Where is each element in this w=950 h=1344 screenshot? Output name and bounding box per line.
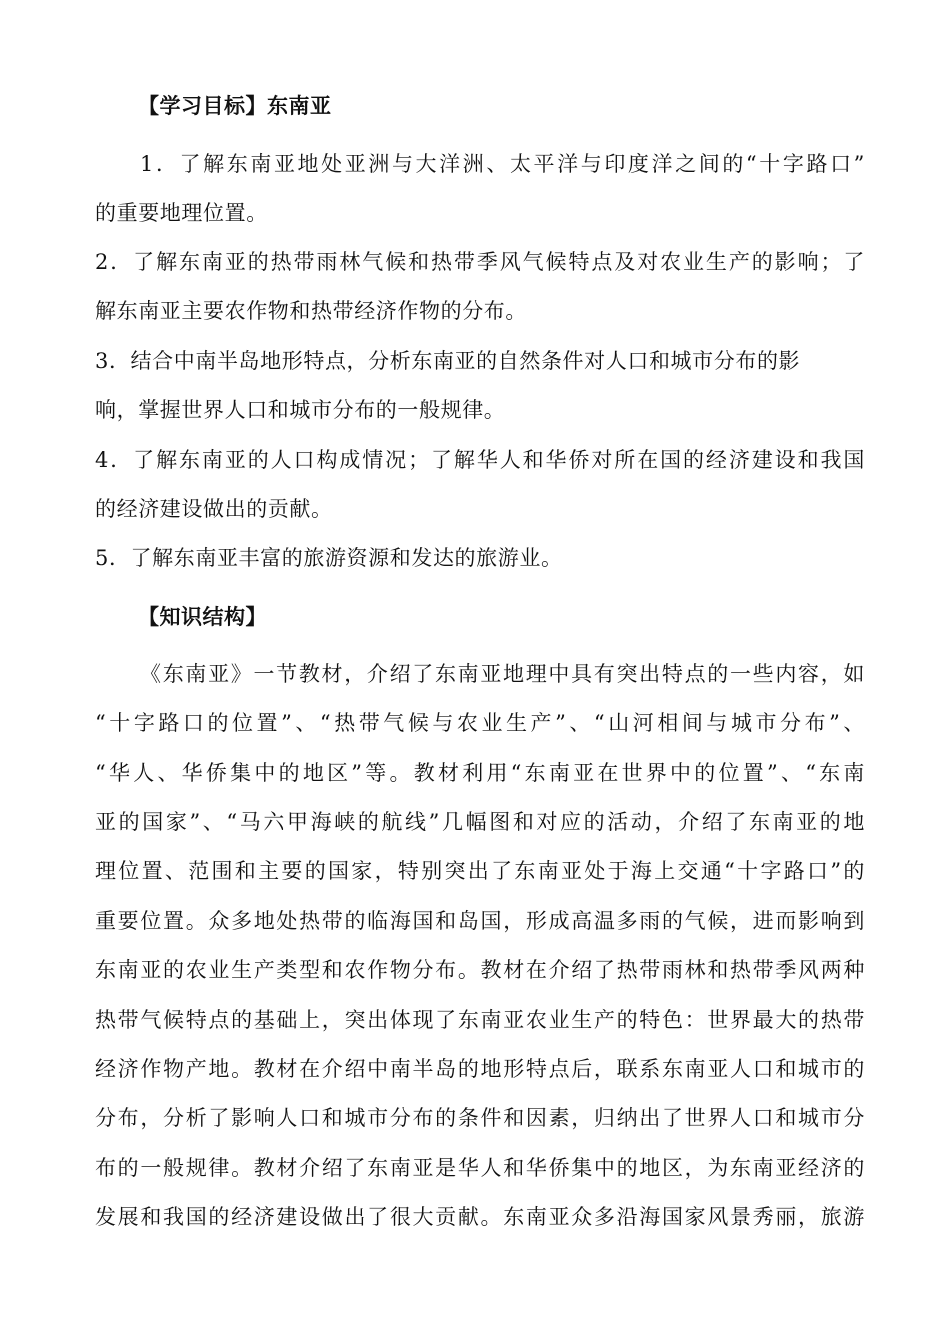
- objectives-line-8: 的经济建设做出的贡献。: [95, 497, 333, 521]
- objectives-line-7: 4．了解东南亚的人口构成情况；了解华人和华侨对所在国的经济建设和我国: [95, 448, 865, 472]
- objectives-line-3: 2．了解东南亚的热带雨林气候和热带季风气候特点及对农业生产的影响；了: [95, 250, 865, 274]
- structure-line-12: 发展和我国的经济建设做出了很大贡献。东南亚众多沿海国家风景秀丽，旅游: [95, 1205, 865, 1229]
- structure-line-11: 布的一般规律。教材介绍了东南亚是华人和华侨集中的地区，为东南亚经济的: [95, 1156, 865, 1180]
- structure-line-3: “华人、华侨集中的地区”等。教材利用“东南亚在世界中的位置”、“东南: [95, 761, 865, 785]
- objectives-line-5: 3．结合中南半岛地形特点，分析东南亚的自然条件对人口和城市分布的影: [95, 349, 801, 373]
- structure-line-5: 理位置、范围和主要的国家，特别突出了东南亚处于海上交通“十字路口”的: [95, 859, 865, 883]
- structure-line-9: 经济作物产地。教材在介绍中南半岛的地形特点后，联系东南亚人口和城市的: [95, 1057, 865, 1081]
- objectives-line-2: 的重要地理位置。: [95, 201, 268, 225]
- objectives-heading: 【学习目标】东南亚: [138, 94, 332, 118]
- structure-line-8: 热带气候特点的基础上，突出体现了东南亚农业生产的特色：世界最大的热带: [95, 1008, 865, 1032]
- objectives-line-9: 5．了解东南亚丰富的旅游资源和发达的旅游业。: [95, 546, 563, 570]
- structure-line-7: 东南亚的农业生产类型和农作物分布。教材在介绍了热带雨林和热带季风两种: [95, 958, 865, 982]
- structure-line-10: 分布，分析了影响人口和城市分布的条件和因素，归纳出了世界人口和城市分: [95, 1106, 865, 1130]
- structure-line-1: 《东南亚》一节教材，介绍了东南亚地理中具有突出特点的一些内容，如: [140, 662, 865, 686]
- structure-line-6: 重要位置。众多地处热带的临海国和岛国，形成高温多雨的气候，进而影响到: [95, 909, 865, 933]
- objectives-line-4: 解东南亚主要农作物和热带经济作物的分布。: [95, 299, 527, 323]
- structure-heading: 【知识结构】: [138, 605, 267, 629]
- objectives-line-1: 1．了解东南亚地处亚洲与大洋洲、太平洋与印度洋之间的“十字路口”: [140, 152, 865, 176]
- structure-line-2: “十字路口的位置”、“热带气候与农业生产”、“山河相间与城市分布”、: [95, 711, 865, 735]
- objectives-line-6: 响，掌握世界人口和城市分布的一般规律。: [95, 398, 506, 422]
- structure-line-4: 亚的国家”、“马六甲海峡的航线”几幅图和对应的活动，介绍了东南亚的地: [95, 810, 865, 834]
